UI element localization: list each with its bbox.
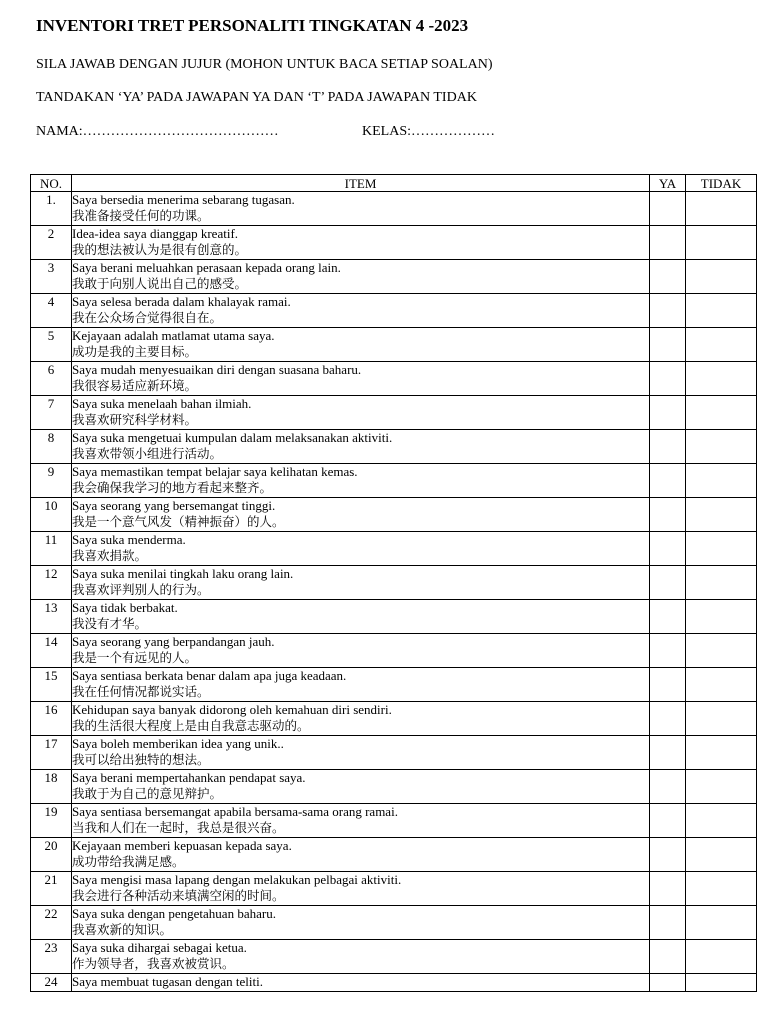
table-row: [31, 396, 757, 430]
item-text-chinese: 我喜欢评判别人的行为。: [72, 582, 210, 597]
answer-ya-cell[interactable]: [650, 226, 686, 260]
answer-tidak-cell[interactable]: [686, 804, 757, 838]
item-text-chinese: 我喜欢研究科学材料。: [72, 412, 198, 427]
item-number: 7: [31, 396, 72, 430]
answer-ya-cell[interactable]: [650, 260, 686, 294]
answer-ya-cell[interactable]: [650, 940, 686, 974]
answer-tidak-cell[interactable]: [686, 668, 757, 702]
table-row: [31, 498, 757, 532]
item-cell: [72, 906, 650, 940]
item-text-chinese: 我在公众场合觉得很自在。: [72, 310, 223, 325]
item-text-chinese: 我的生活很大程度上是由自我意志驱动的。: [72, 718, 310, 733]
table-row: [31, 838, 757, 872]
item-cell: [72, 702, 650, 736]
item-cell: [72, 532, 650, 566]
item-text-malay: Kejayaan memberi kepuasan kepada saya.: [72, 838, 292, 853]
item-number: 9: [31, 464, 72, 498]
item-number: 16: [31, 702, 72, 736]
item-text-chinese: 我会确保我学习的地方看起来整齐。: [72, 480, 273, 495]
item-text-chinese: 我在任何情况都说实话。: [72, 684, 210, 699]
item-number: 2: [31, 226, 72, 260]
answer-tidak-cell[interactable]: [686, 328, 757, 362]
answer-ya-cell[interactable]: [650, 906, 686, 940]
item-text-malay: Kejayaan adalah matlamat utama saya.: [72, 328, 275, 343]
table-row: [31, 362, 757, 396]
table-row: [31, 192, 757, 226]
item-text-malay: Saya mudah menyesuaikan diri dengan suasana baharu.: [72, 362, 362, 377]
answer-tidak-cell[interactable]: [686, 736, 757, 770]
table-row: [31, 260, 757, 294]
item-text-chinese: 我准备接受任何的功课。: [72, 208, 210, 223]
answer-ya-cell[interactable]: [650, 362, 686, 396]
item-cell: [72, 566, 650, 600]
item-number: 14: [31, 634, 72, 668]
item-number: 4: [31, 294, 72, 328]
column-header-item: ITEM: [72, 175, 650, 192]
item-text-malay: Saya sentiasa bersemangat apabila bersama-sama orang ramai.: [72, 804, 398, 819]
answer-tidak-cell[interactable]: [686, 770, 757, 804]
item-text-chinese: 我没有才华。: [72, 616, 148, 631]
item-text-chinese: 我会进行各种活动来填满空闲的时间。: [72, 888, 285, 903]
item-text-chinese: 我的想法被认为是很有创意的。: [72, 242, 248, 257]
answer-ya-cell[interactable]: [650, 430, 686, 464]
answer-ya-cell[interactable]: [650, 872, 686, 906]
answer-tidak-cell[interactable]: [686, 600, 757, 634]
item-text-malay: Saya suka menilai tingkah laku orang lain.: [72, 566, 294, 581]
table-row: [31, 430, 757, 464]
item-number: 5: [31, 328, 72, 362]
answer-ya-cell[interactable]: [650, 566, 686, 600]
table-row: [31, 600, 757, 634]
answer-ya-cell[interactable]: [650, 192, 686, 226]
item-cell: [72, 600, 650, 634]
item-cell: [72, 192, 650, 226]
answer-tidak-cell[interactable]: [686, 294, 757, 328]
instruction-mark: TANDAKAN ‘YA’ PADA JAWAPAN YA DAN ‘T’ PADA JAWAPAN TIDAK: [36, 90, 477, 105]
item-cell: [72, 736, 650, 770]
item-number: 22: [31, 906, 72, 940]
answer-tidak-cell[interactable]: [686, 226, 757, 260]
item-text-malay: Saya suka menelaah bahan ilmiah.: [72, 396, 252, 411]
item-text-chinese: 当我和人们在一起时，我总是很兴奋。: [72, 820, 285, 835]
item-text-chinese: 我喜欢新的知识。: [72, 922, 173, 937]
table-row: [31, 328, 757, 362]
name-field[interactable]: NAMA:……………………………………: [36, 124, 279, 139]
item-cell: [72, 634, 650, 668]
item-text-malay: Saya sentiasa berkata benar dalam apa juga keadaan.: [72, 668, 347, 683]
item-text-chinese: 成功是我的主要目标。: [72, 344, 198, 359]
item-text-chinese: 我敢于向别人说出自己的感受。: [72, 276, 248, 291]
item-cell: [72, 328, 650, 362]
item-cell: [72, 974, 650, 992]
table-row: [31, 770, 757, 804]
item-text-malay: Saya boleh memberikan idea yang unik..: [72, 736, 284, 751]
answer-ya-cell[interactable]: [650, 464, 686, 498]
answer-tidak-cell[interactable]: [686, 940, 757, 974]
item-cell: [72, 838, 650, 872]
item-text-malay: Saya berani mempertahankan pendapat saya.: [72, 770, 306, 785]
item-number: 19: [31, 804, 72, 838]
item-cell: [72, 498, 650, 532]
answer-tidak-cell[interactable]: [686, 532, 757, 566]
table-row: [31, 974, 757, 992]
table-row: [31, 736, 757, 770]
table-row: [31, 566, 757, 600]
instruction-honest: SILA JAWAB DENGAN JUJUR (MOHON UNTUK BACA SETIAP SOALAN): [36, 57, 493, 72]
item-text-malay: Kehidupan saya banyak didorong oleh kemahuan diri sendiri.: [72, 702, 392, 717]
item-cell: [72, 362, 650, 396]
item-number: 3: [31, 260, 72, 294]
answer-ya-cell[interactable]: [650, 532, 686, 566]
item-text-chinese: 我喜欢带领小组进行活动。: [72, 446, 223, 461]
item-text-chinese: 我是一个意气风发（精神振奋）的人。: [72, 514, 285, 529]
answer-tidak-cell[interactable]: [686, 192, 757, 226]
item-text-malay: Saya seorang yang bersemangat tinggi.: [72, 498, 276, 513]
item-text-chinese: 我可以给出独特的想法。: [72, 752, 210, 767]
answer-ya-cell[interactable]: [650, 600, 686, 634]
item-number: 12: [31, 566, 72, 600]
answer-tidak-cell[interactable]: [686, 464, 757, 498]
item-number: 23: [31, 940, 72, 974]
item-text-malay: Saya selesa berada dalam khalayak ramai.: [72, 294, 291, 309]
item-text-malay: Saya membuat tugasan dengan teliti.: [72, 974, 263, 989]
item-cell: [72, 260, 650, 294]
page-title: INVENTORI TRET PERSONALITI TINGKATAN 4 -2023: [36, 16, 469, 35]
table-row: [31, 668, 757, 702]
item-number: 21: [31, 872, 72, 906]
item-text-chinese: 成功带给我满足感。: [72, 854, 185, 869]
table-row: [31, 532, 757, 566]
item-number: 10: [31, 498, 72, 532]
item-text-chinese: 我喜欢捐款。: [72, 548, 148, 563]
item-number: 13: [31, 600, 72, 634]
answer-ya-cell[interactable]: [650, 804, 686, 838]
item-number: 17: [31, 736, 72, 770]
item-number: 1.: [31, 192, 72, 226]
item-text-chinese: 作为领导者，我喜欢被赏识。: [72, 956, 235, 971]
item-text-chinese: 我敢于为自己的意见辩护。: [72, 786, 223, 801]
item-cell: [72, 396, 650, 430]
answer-tidak-cell[interactable]: [686, 396, 757, 430]
item-text-malay: Saya suka dengan pengetahuan baharu.: [72, 906, 276, 921]
class-field[interactable]: KELAS:………………: [362, 124, 495, 139]
item-text-malay: Saya berani meluahkan perasaan kepada orang lain.: [72, 260, 341, 275]
item-cell: [72, 940, 650, 974]
item-text-malay: Saya mengisi masa lapang dengan melakukan pelbagai aktiviti.: [72, 872, 402, 887]
answer-ya-cell[interactable]: [650, 498, 686, 532]
item-cell: [72, 464, 650, 498]
table-row: [31, 294, 757, 328]
table-row: [31, 804, 757, 838]
item-cell: [72, 226, 650, 260]
answer-tidak-cell[interactable]: [686, 906, 757, 940]
item-text-malay: Saya suka menderma.: [72, 532, 186, 547]
table-row: [31, 226, 757, 260]
answer-tidak-cell[interactable]: [686, 974, 757, 992]
item-text-malay: Idea-idea saya dianggap kreatif.: [72, 226, 239, 241]
item-cell: [72, 294, 650, 328]
item-text-malay: Saya suka dihargai sebagai ketua.: [72, 940, 247, 955]
answer-ya-cell[interactable]: [650, 668, 686, 702]
answer-tidak-cell[interactable]: [686, 872, 757, 906]
answer-ya-cell[interactable]: [650, 770, 686, 804]
answer-ya-cell[interactable]: [650, 838, 686, 872]
answer-ya-cell[interactable]: [650, 634, 686, 668]
item-text-chinese: 我很容易适应新环境。: [72, 378, 198, 393]
table-row: [31, 906, 757, 940]
table-row: [31, 634, 757, 668]
answer-tidak-cell[interactable]: [686, 362, 757, 396]
item-number: 8: [31, 430, 72, 464]
answer-tidak-cell[interactable]: [686, 702, 757, 736]
item-cell: [72, 668, 650, 702]
column-header-ya: YA: [650, 175, 686, 192]
item-number: 6: [31, 362, 72, 396]
answer-tidak-cell[interactable]: [686, 260, 757, 294]
item-number: 11: [31, 532, 72, 566]
answer-tidak-cell[interactable]: [686, 498, 757, 532]
item-number: 15: [31, 668, 72, 702]
item-text-malay: Saya seorang yang berpandangan jauh.: [72, 634, 275, 649]
answer-tidak-cell[interactable]: [686, 838, 757, 872]
item-cell: [72, 872, 650, 906]
item-cell: [72, 770, 650, 804]
table-row: [31, 464, 757, 498]
answer-ya-cell[interactable]: [650, 974, 686, 992]
answer-tidak-cell[interactable]: [686, 430, 757, 464]
answer-ya-cell[interactable]: [650, 396, 686, 430]
item-text-chinese: 我是一个有远见的人。: [72, 650, 198, 665]
table-row: [31, 872, 757, 906]
item-text-malay: Saya tidak berbakat.: [72, 600, 178, 615]
table-row: [31, 702, 757, 736]
answer-ya-cell[interactable]: [650, 328, 686, 362]
answer-ya-cell[interactable]: [650, 702, 686, 736]
answer-ya-cell[interactable]: [650, 294, 686, 328]
item-cell: [72, 804, 650, 838]
answer-tidak-cell[interactable]: [686, 634, 757, 668]
item-text-malay: Saya bersedia menerima sebarang tugasan.: [72, 192, 295, 207]
column-header-tidak: TIDAK: [686, 175, 757, 192]
column-header-no: NO.: [31, 175, 72, 192]
item-text-malay: Saya memastikan tempat belajar saya kelihatan kemas.: [72, 464, 358, 479]
item-number: 24: [31, 974, 72, 992]
table-header-row: [31, 175, 757, 192]
answer-ya-cell[interactable]: [650, 736, 686, 770]
inventory-table: [30, 174, 757, 992]
item-text-malay: Saya suka mengetuai kumpulan dalam melaksanakan aktiviti.: [72, 430, 393, 445]
answer-tidak-cell[interactable]: [686, 566, 757, 600]
item-cell: [72, 430, 650, 464]
item-number: 20: [31, 838, 72, 872]
table-row: [31, 940, 757, 974]
item-number: 18: [31, 770, 72, 804]
